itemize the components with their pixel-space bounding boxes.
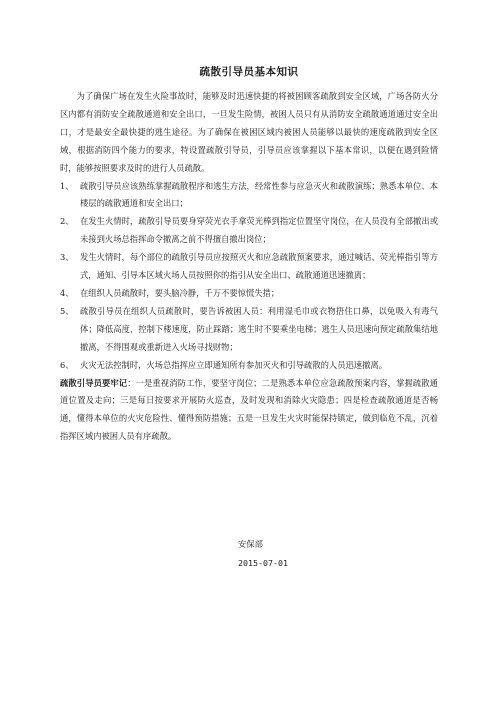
- document-title: 疏散引导员基本知识: [199, 66, 299, 78]
- list-item: [60, 303, 438, 357]
- list-item-text: 疏散引导员在组织人员疏散时，要告诉被困人员：利用湿毛巾或衣物捂住口鼻，以免吸入有毒气体；降低高度，控制下楼速度，防止踩踏；逃生时不要乘坐电梯；逃生人员迅速向预定疏散集结地撤离，不得围观或重新进入火场寻找财物；: [80, 305, 438, 352]
- list-item: [60, 285, 438, 303]
- signature-department: 安保部: [238, 539, 263, 549]
- summary-text: ：一是重视消防工作，要坚守岗位；二是熟悉本单位应急疏散预案内容，掌握疏散通道位置及走向；三是每日按要求开展防火巡查，及时发现和消除火灾隐患；四是检查疏散通道是否畅通，懂得本单位的火灾危险性、懂得预防措施；五是一旦发生火灾时能保持镇定，做到临危不乱，沉着指挥区域内被困人员有序疏散。: [60, 377, 438, 442]
- list-item-number: 5、: [60, 305, 74, 316]
- list-item-text: 在发生火情时，疏散引导员要身穿荧光衣手拿荧光棒到指定位置坚守岗位，在人员没有全部撤出或未接到火场总指挥命令撤离之前不得擅自撤出岗位；: [80, 216, 438, 245]
- list-item: [60, 249, 438, 285]
- intro-paragraph: 为了确保广场在发生火险事故时，能够及时迅速快捷的将被困顾客疏散到安全区域，广场各防火分区内都有消防安全疏散通道和安全出口，一旦发生险情，被困人员只有从消防安全疏散通道通过安全出口，才是最安全最快捷的逃生途径。为了确保在被困区域内被困人员能够以最快的速度疏散到安全区域，根据消防四个能力的要求，特设置疏散引导员，引导员应该掌握以下基本常识，以便在遇到险情时，能够按照要求及时的进行人员疏散。: [60, 91, 438, 173]
- list-item-number: 3、: [60, 252, 74, 263]
- list-item-number: 4、: [60, 287, 74, 298]
- list-item: [60, 357, 438, 375]
- summary-paragraph: [60, 375, 438, 447]
- document-body: [60, 64, 438, 446]
- signature-date: 2015-07-01: [238, 558, 288, 568]
- summary-label: 疏散引导员要牢记: [60, 377, 128, 388]
- list-item-text: 疏散引导员应该熟练掌握疏散程序和逃生方法，经常性参与应急灭火和疏散演练；熟悉本单位、本楼层的疏散通道和安全出口；: [80, 180, 438, 209]
- list-item: [60, 213, 438, 249]
- list-item-number: 1、: [60, 180, 74, 191]
- list-item-number: 2、: [60, 216, 74, 227]
- list-item: [60, 178, 438, 214]
- list-item-text: 火灾无法控制时，火场总指挥应立即通知所有参加灭火和引导疏散的人员迅速撤离。: [80, 359, 387, 370]
- list-item-text: 在组织人员疏散时，要头脑冷静，千万不要惊慌失措；: [80, 287, 280, 298]
- list-item-number: 6、: [60, 359, 74, 370]
- list-item-text: 发生火情时，每个部位的疏散引导员应按照灭火和应急疏散预案要求，通过喊话、荧光棒指引等方式，通知、引导本区域火场人员按照你的指引从安全出口、疏散通道迅速撤离；: [80, 252, 438, 281]
